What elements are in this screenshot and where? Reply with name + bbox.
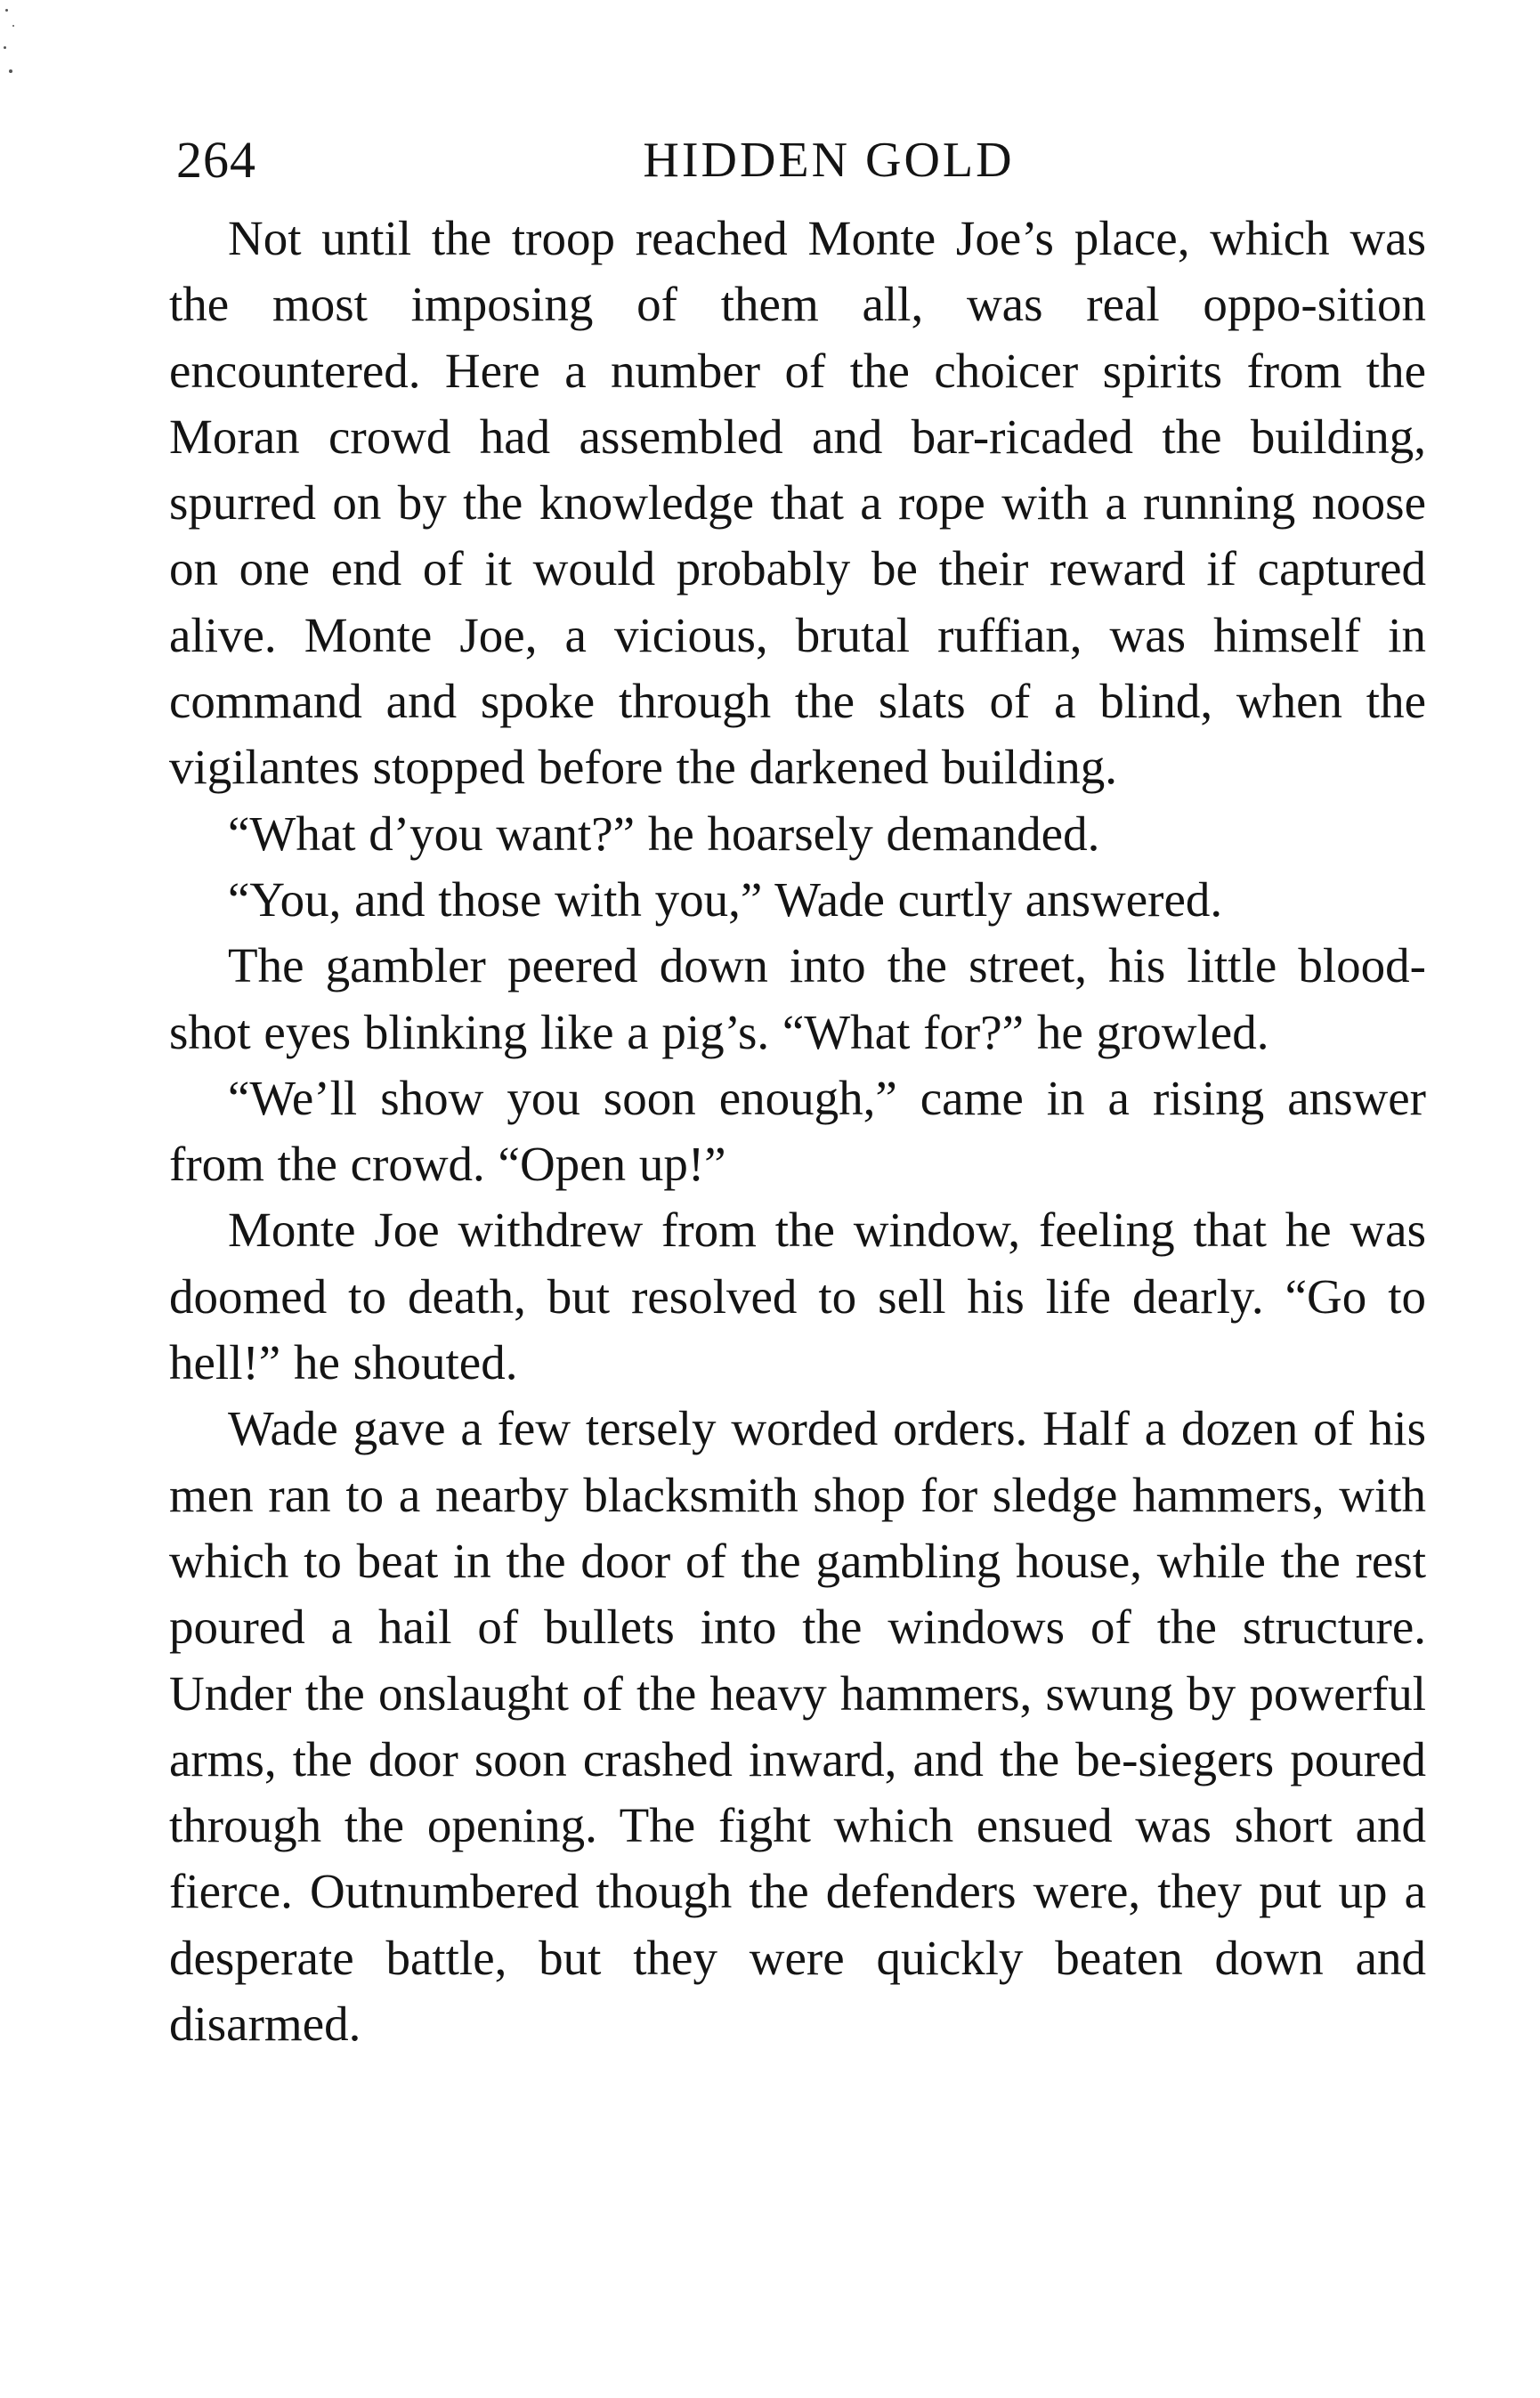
scan-speck xyxy=(5,9,8,12)
page-number: 264 xyxy=(176,131,256,189)
scan-speck xyxy=(9,69,12,73)
running-title: HIDDEN GOLD xyxy=(643,133,1015,188)
book-page xyxy=(169,120,1426,2057)
paragraph: The gambler peered down into the street, his little blood-shot eyes blinking like a pig’s. “What for?” he growled. xyxy=(169,938,1426,1059)
paragraph: “You, and those with you,” Wade curtly answered. xyxy=(228,871,1223,927)
page-header xyxy=(169,120,1426,200)
paragraph: Monte Joe withdrew from the window, feeling that he was doomed to death, but resolved to sell his life dearly. “Go to hell!” he shouted. xyxy=(169,1203,1426,1390)
paragraph: Not until the troop reached Monte Joe’s place, which was the most imposing of them all, was real oppo-sition encountered. Here a number of the choicer spirits from the Moran crowd had assembled and bar-ricaded the building, spurred on by the knowledge that a rope with a running noose on one end of it would probably be their reward if captured alive. Monte Joe, a vicious, brutal ruffian, was himself in command and spoke through the slats of a blind, when the vigilantes stopped before the darkened building. xyxy=(169,211,1426,795)
body-text xyxy=(169,206,1426,2057)
scan-speck xyxy=(12,25,14,27)
paragraph: Wade gave a few tersely worded orders. Half a dozen of his men ran to a nearby blacksmith shop for sledge hammers, with which to beat in the door of the gambling house, while the rest poured a hail of bullets into the windows of the structure. Under the onslaught of the heavy hammers, swung by powerful arms, the door soon crashed inward, and the be-siegers poured through the opening. The fight which ensued was short and fierce. Outnumbered though the defenders were, they put up a desperate battle, but they were quickly beaten down and disarmed. xyxy=(169,1401,1426,2052)
scan-speck xyxy=(4,46,6,49)
paragraph: “What d’you want?” he hoarsely demanded. xyxy=(228,806,1100,861)
paragraph: “We’ll show you soon enough,” came in a rising answer from the crowd. “Open up!” xyxy=(169,1070,1426,1192)
